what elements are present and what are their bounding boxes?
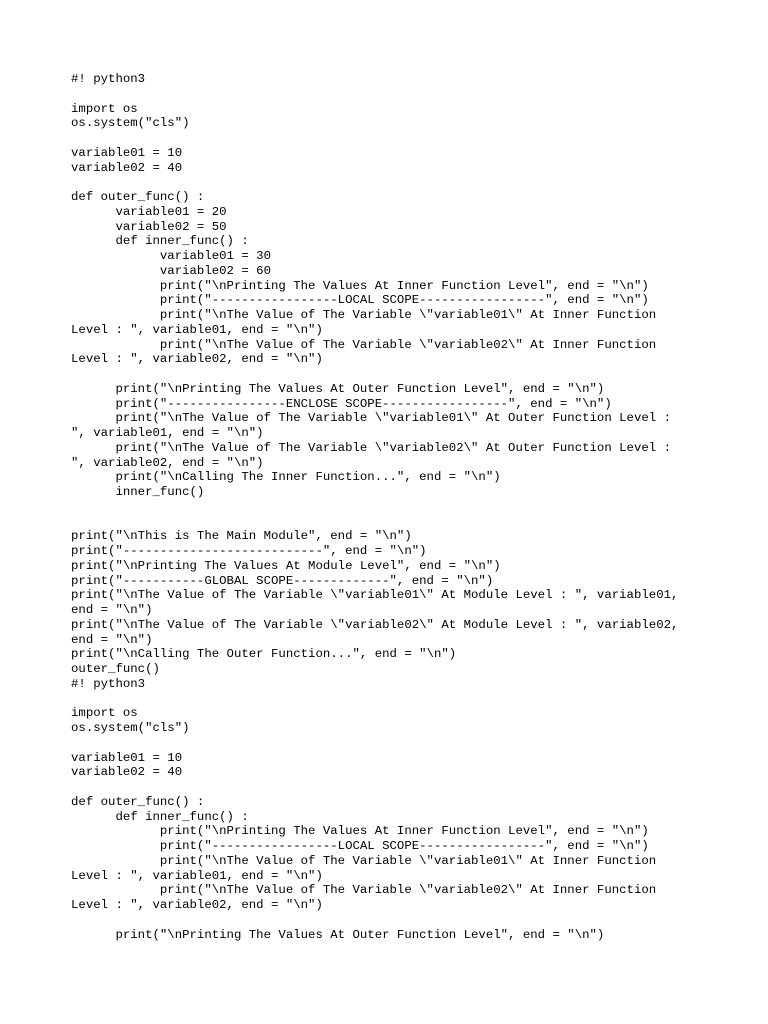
code-line: print("\nPrinting The Values At Outer Function Level", end = "\n") xyxy=(71,927,605,942)
code-line: os.system("cls") xyxy=(71,116,190,131)
code-line: import os xyxy=(71,101,138,116)
code-line: print("\nThe Value of The Variable \"variable01\" At Inner Function xyxy=(71,308,657,322)
code-line: def outer_func() : xyxy=(71,794,205,809)
code-line: print("\nPrinting The Values At Outer Function Level", end = "\n") xyxy=(71,381,605,396)
code-line: variable02 = 40 xyxy=(71,160,183,175)
code-line: print("\nThe Value of The Variable \"variable02\" At Inner Function xyxy=(71,883,657,898)
code-line: inner_func() xyxy=(71,485,205,499)
code-line: variable01 = 10 xyxy=(71,145,183,160)
code-line: print("---------------------------", end = "\n") xyxy=(71,544,427,558)
code-line: def inner_func() : xyxy=(71,234,249,249)
code-line: print("-----------------LOCAL SCOPE-----------------", end = "\n") xyxy=(71,293,649,308)
code-line xyxy=(71,131,711,146)
code-line: print("\nPrinting The Values At Inner Function Level", end = "\n") xyxy=(71,824,649,839)
code-line: print("----------------ENCLOSE SCOPE-----------------", end = "\n") xyxy=(71,396,612,411)
code-line: variable02 = 50 xyxy=(71,219,227,234)
code-line xyxy=(71,87,711,102)
code-line: print("\nCalling The Inner Function...", end = "\n") xyxy=(71,470,501,485)
code-line: end = "\n") xyxy=(71,603,153,617)
code-line xyxy=(71,780,711,795)
code-line: print("\nThe Value of The Variable \"variable02\" At Outer Function Level : xyxy=(71,440,672,455)
code-line: print("\nCalling The Outer Function...", end = "\n") xyxy=(71,647,457,662)
code-line: variable02 = 40 xyxy=(71,765,183,780)
code-line: Level : ", variable01, end = "\n") xyxy=(71,322,323,337)
code-block xyxy=(71,72,711,942)
code-line: ", variable01, end = "\n") xyxy=(71,426,264,440)
code-line xyxy=(71,500,711,515)
code-line: Level : ", variable02, end = "\n") xyxy=(71,352,323,367)
code-line: print("\nThe Value of The Variable \"variable01\" At Outer Function Level : xyxy=(71,411,672,426)
code-line xyxy=(71,175,711,190)
code-line: #! python3 xyxy=(71,72,146,86)
code-line: print("\nThe Value of The Variable \"variable02\" At Inner Function xyxy=(71,337,657,352)
code-line: ", variable02, end = "\n") xyxy=(71,455,264,470)
code-line: end = "\n") xyxy=(71,632,153,647)
code-line xyxy=(71,515,711,530)
code-line: print("\nPrinting The Values At Inner Function Level", end = "\n") xyxy=(71,278,649,293)
code-line xyxy=(71,913,711,928)
code-line: print("-----------GLOBAL SCOPE-------------", end = "\n") xyxy=(71,573,494,588)
code-line xyxy=(71,367,711,382)
code-line: Level : ", variable02, end = "\n") xyxy=(71,898,323,912)
code-line: variable01 = 10 xyxy=(71,750,183,765)
code-line: print("\nThe Value of The Variable \"variable01\" At Module Level : ", variable01, xyxy=(71,588,679,603)
code-line: variable01 = 20 xyxy=(71,204,227,219)
code-line xyxy=(71,736,711,751)
code-line: Level : ", variable01, end = "\n") xyxy=(71,868,323,883)
code-line: outer_func() xyxy=(71,662,160,676)
code-line xyxy=(71,692,711,707)
code-line: import os xyxy=(71,706,138,721)
code-line: def outer_func() : xyxy=(71,190,205,204)
code-line: #! python3 xyxy=(71,676,146,691)
code-line: def inner_func() : xyxy=(71,809,249,824)
code-line: print("\nThe Value of The Variable \"variable02\" At Module Level : ", variable02, xyxy=(71,617,679,632)
code-line: print("\nThis is The Main Module", end = "\n") xyxy=(71,529,412,544)
code-line: print("\nThe Value of The Variable \"variable01\" At Inner Function xyxy=(71,853,657,868)
code-line: os.system("cls") xyxy=(71,721,190,735)
code-line: variable01 = 30 xyxy=(71,249,272,263)
code-line: print("\nPrinting The Values At Module Level", end = "\n") xyxy=(71,558,501,573)
code-line: variable02 = 60 xyxy=(71,263,272,278)
code-line: print("-----------------LOCAL SCOPE-----------------", end = "\n") xyxy=(71,839,649,853)
